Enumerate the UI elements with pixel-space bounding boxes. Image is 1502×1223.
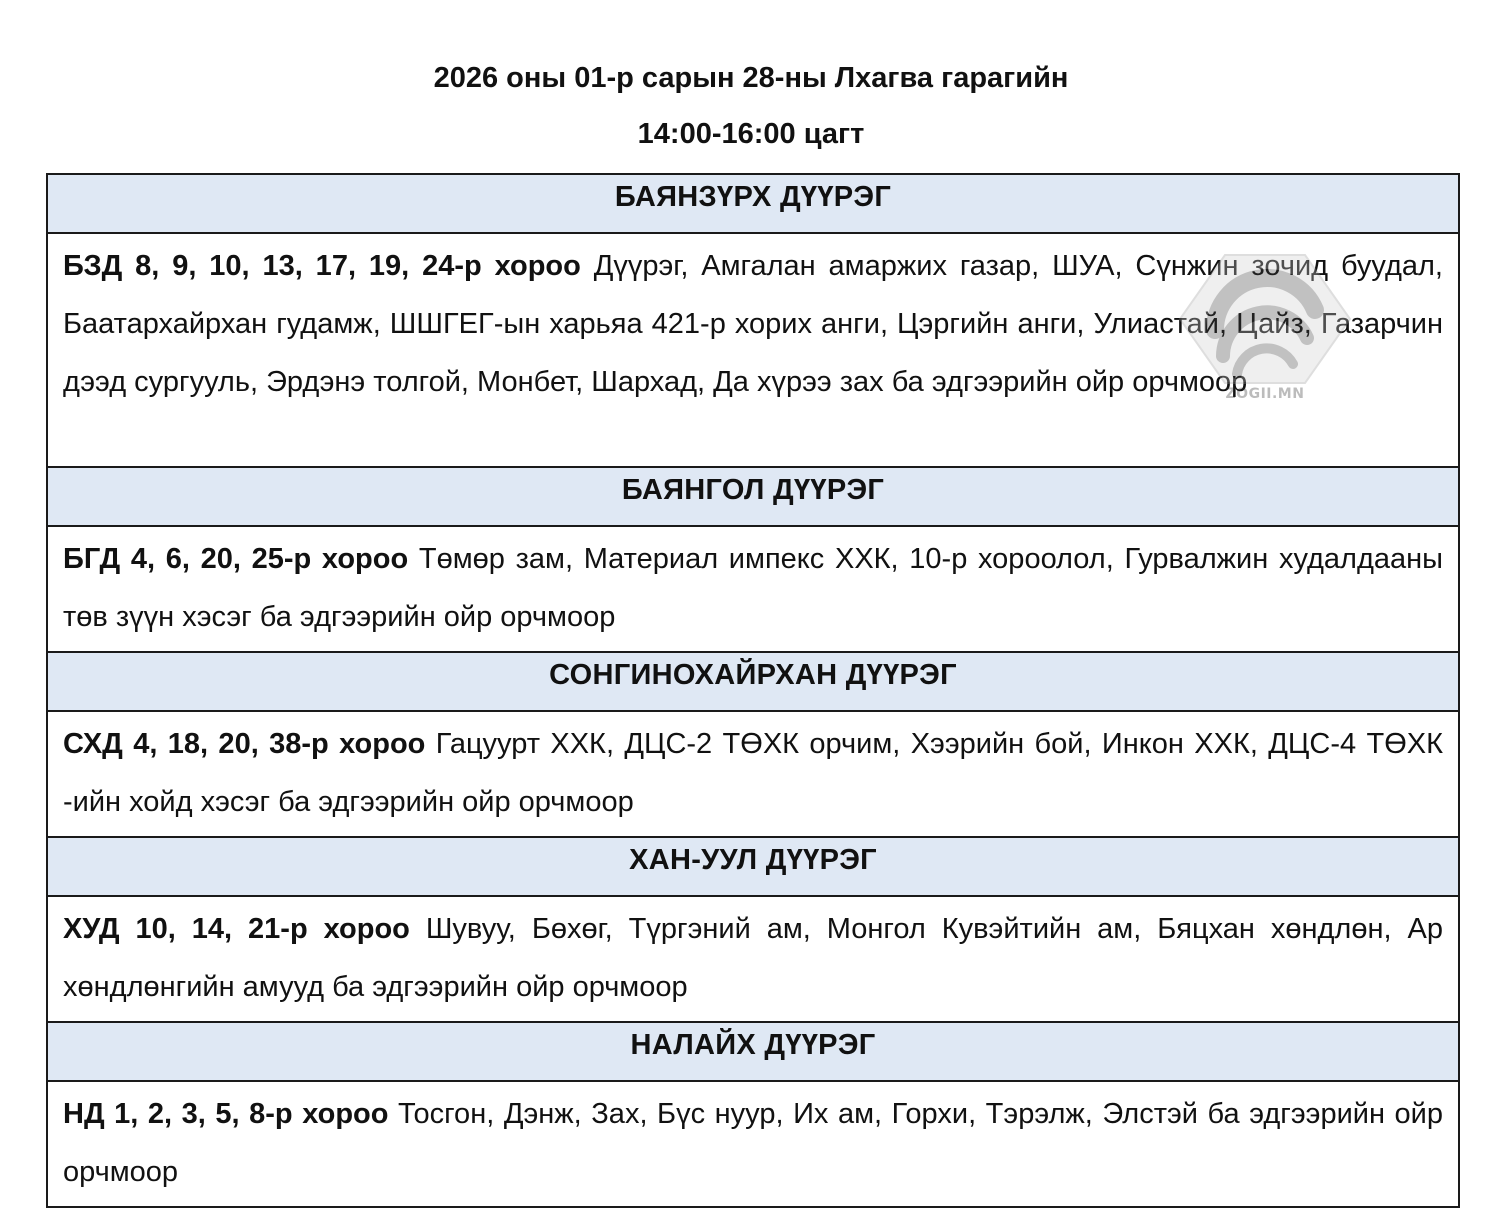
district-header-row (47, 467, 1459, 526)
watermark-text: ZOGII.MN (1225, 386, 1305, 402)
district-header-nalaikh: НАЛАЙХ ДҮҮРЭГ (47, 1022, 1459, 1081)
khoroo-list: НД 1, 2, 3, 5, 8-р хороо (63, 1098, 389, 1130)
district-header-bayangol: БАЯНГОЛ ДҮҮРЭГ (47, 467, 1459, 526)
district-body-row (47, 233, 1459, 467)
district-body-row (47, 896, 1459, 1022)
khoroo-list: БЗД 8, 9, 10, 13, 17, 19, 24-р хороо (63, 250, 581, 282)
district-details-nalaikh (47, 1081, 1459, 1207)
outage-schedule-table (46, 173, 1460, 1208)
khoroo-list: СХД 4, 18, 20, 38-р хороо (63, 728, 426, 760)
place-list: Дүүрэг, Амгалан амаржих газар, ШУА, Сүнжин зочид буудал, Баатархайрхан гудамж, ШШГЕГ-ын харьяа 421-р хорих анги, Цэргийн анги, Улиастай, Цайз, Газарчин дээд сургууль, Эрдэнэ толгой, Монбет, Шархад, Да хүрээ зах ба эдгээрийн ойр орчмоор (63, 250, 1443, 398)
place-list: Төмөр зам, Материал импекс ХХК, 10-р хороолол, Гурвалжин худалдааны төв зүүн хэсэг ба эдгээрийн ойр орчмоор (63, 543, 1443, 633)
district-details-bayangol (47, 526, 1459, 652)
district-details-songinokhairkhan (47, 711, 1459, 837)
place-list: Шувуу, Бөхөг, Түргэний ам, Монгол Кувэйтийн ам, Бяцхан хөндлөн, Ар хөндлөнгийн амууд ба эдгээрийн ойр орчмоор (63, 913, 1443, 1003)
district-body-row (47, 1081, 1459, 1207)
khoroo-list: ХУД 10, 14, 21-р хороо (63, 913, 410, 945)
district-header-bayanzurkh: БАЯНЗҮРХ ДҮҮРЭГ (47, 174, 1459, 233)
district-details-khan-uul (47, 896, 1459, 1022)
district-details-bayanzurkh (47, 233, 1459, 467)
district-body-row (47, 526, 1459, 652)
district-header-khan-uul: ХАН-УУЛ ДҮҮРЭГ (47, 837, 1459, 896)
district-header-row (47, 174, 1459, 233)
khoroo-list: БГД 4, 6, 20, 25-р хороо (63, 543, 409, 575)
place-list: Тосгон, Дэнж, Зах, Бүс нуур, Их ам, Горхи, Тэрэлж, Элстэй ба эдгээрийн ойр орчмоор (63, 1098, 1444, 1188)
district-body-row (47, 711, 1459, 837)
place-list: Гацуурт ХХК, ДЦС-2 ТӨХК орчим, Хээрийн бой, Инкон ХХК, ДЦС-4 ТӨХК -ийн хойд хэсэг ба эдгээрийн ойр орчмоор (63, 728, 1443, 818)
district-header-row (47, 1022, 1459, 1081)
district-header-row (47, 652, 1459, 711)
document-title: 2026 оны 01-р сарын 28-ны Лхагва гарагийн (433, 62, 1069, 94)
document-time: 14:00-16:00 цагт (637, 118, 865, 150)
district-header-songinokhairkhan: СОНГИНОХАЙРХАН ДҮҮРЭГ (47, 652, 1459, 711)
district-header-row (47, 837, 1459, 896)
